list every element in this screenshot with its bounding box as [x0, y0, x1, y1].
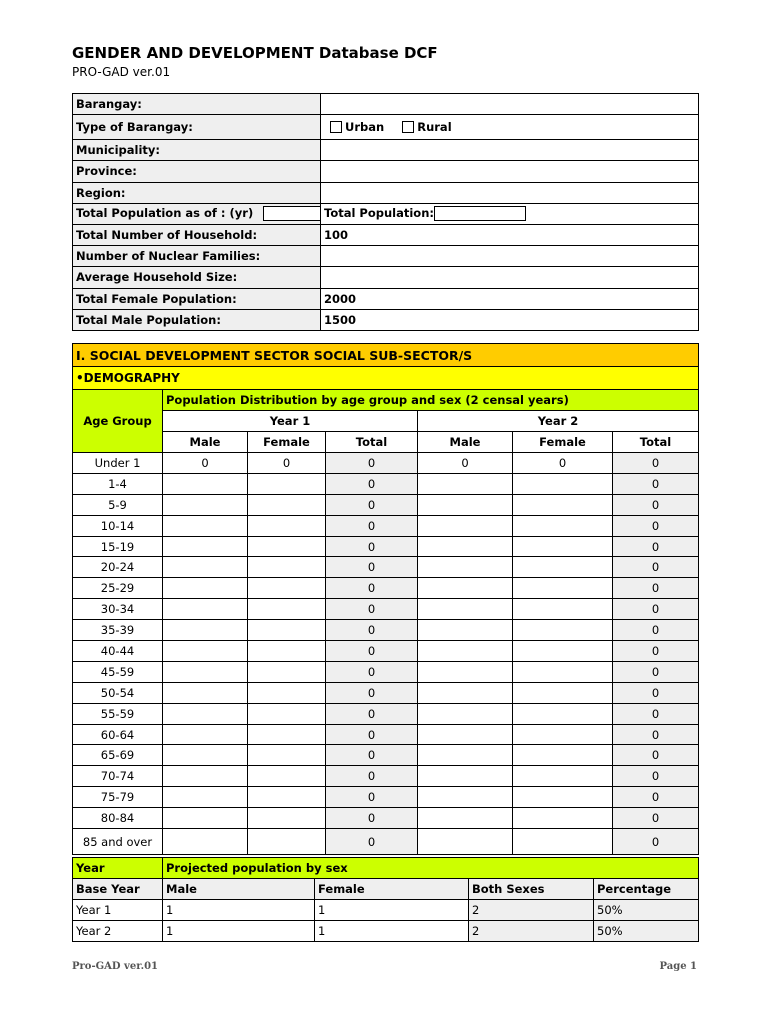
proj-female-header: Female [315, 879, 469, 900]
year1-header: Year 1 [163, 411, 418, 432]
y1-female-cell[interactable] [248, 578, 326, 599]
municipality-field[interactable] [321, 140, 699, 161]
y2-female-cell[interactable] [513, 766, 613, 787]
y2-total-cell: 0 [613, 787, 699, 808]
y1-female-cell[interactable] [248, 808, 326, 829]
proj-year-cell: Year 2 [73, 921, 163, 942]
y2-male-cell[interactable] [418, 620, 513, 641]
y2-male-cell[interactable] [418, 536, 513, 557]
age-group-cell: 50-54 [73, 682, 163, 703]
y1-male-cell[interactable] [163, 473, 248, 494]
table-row [73, 829, 699, 855]
y1-female-cell[interactable] [248, 641, 326, 662]
y2-male-cell[interactable] [418, 829, 513, 855]
rural-checkbox[interactable] [402, 121, 414, 133]
population-year-input[interactable] [263, 206, 320, 221]
y1-female-cell[interactable] [248, 557, 326, 578]
y2-female-cell[interactable] [513, 620, 613, 641]
y2-male-cell[interactable] [418, 473, 513, 494]
y1-total-cell: 0 [326, 682, 418, 703]
proj-pct-header: Percentage [594, 879, 699, 900]
y2-female-cell[interactable]: 0 [513, 453, 613, 474]
table-row [73, 766, 699, 787]
y1-female-cell[interactable] [248, 536, 326, 557]
age-group-cell: 65-69 [73, 745, 163, 766]
table-row [73, 557, 699, 578]
y1-male-cell[interactable]: 0 [163, 453, 248, 474]
document-title: GENDER AND DEVELOPMENT Database DCF [72, 44, 438, 62]
table-row [73, 453, 699, 474]
y1-male-cell[interactable] [163, 808, 248, 829]
avg-household-size-field[interactable] [321, 267, 699, 288]
y1-male-cell[interactable] [163, 682, 248, 703]
table-row [73, 921, 699, 942]
type-of-barangay-field [321, 115, 699, 140]
table-row [73, 808, 699, 829]
age-group-cell: 20-24 [73, 557, 163, 578]
y1-male-cell[interactable] [163, 766, 248, 787]
y1-female-cell[interactable] [248, 703, 326, 724]
y2-male-header: Male [418, 432, 513, 453]
y1-female-cell[interactable] [248, 515, 326, 536]
y2-female-cell[interactable] [513, 829, 613, 855]
table-row [73, 703, 699, 724]
y1-male-cell[interactable] [163, 578, 248, 599]
y2-female-cell[interactable] [513, 641, 613, 662]
y2-female-cell[interactable] [513, 557, 613, 578]
y1-male-cell[interactable] [163, 745, 248, 766]
y2-female-cell[interactable] [513, 536, 613, 557]
y1-male-header: Male [163, 432, 248, 453]
age-group-cell: 70-74 [73, 766, 163, 787]
rural-label: Rural [417, 120, 452, 135]
y1-female-cell[interactable] [248, 620, 326, 641]
total-population-asof-cell [73, 203, 321, 224]
households-label: Total Number of Household: [73, 224, 321, 245]
document-subtitle: PRO-GAD ver.01 [72, 65, 171, 79]
y1-total-cell: 0 [326, 536, 418, 557]
male-population-field[interactable]: 1500 [321, 309, 699, 330]
y1-male-cell[interactable] [163, 494, 248, 515]
age-group-cell: 80-84 [73, 808, 163, 829]
y1-male-cell[interactable] [163, 661, 248, 682]
age-group-cell: 85 and over [73, 829, 163, 855]
age-group-cell: 25-29 [73, 578, 163, 599]
y2-female-cell[interactable] [513, 787, 613, 808]
table-row [73, 724, 699, 745]
age-group-cell: 1-4 [73, 473, 163, 494]
y2-female-cell[interactable] [513, 808, 613, 829]
region-label: Region: [73, 182, 321, 203]
municipality-label: Municipality: [73, 140, 321, 161]
table-row [73, 494, 699, 515]
y2-total-cell: 0 [613, 599, 699, 620]
y2-female-cell[interactable] [513, 724, 613, 745]
y2-total-cell: 0 [613, 724, 699, 745]
y2-total-cell: 0 [613, 641, 699, 662]
proj-both-cell: 2 [469, 921, 594, 942]
table-row [73, 599, 699, 620]
y1-male-cell[interactable] [163, 515, 248, 536]
proj-male-cell[interactable]: 1 [163, 921, 315, 942]
table-row [73, 515, 699, 536]
y2-male-cell[interactable] [418, 557, 513, 578]
region-field[interactable] [321, 182, 699, 203]
y1-male-cell[interactable] [163, 829, 248, 855]
y1-female-cell[interactable] [248, 682, 326, 703]
y1-total-cell: 0 [326, 473, 418, 494]
table-row [73, 536, 699, 557]
footer-version: Pro-GAD ver.01 [72, 961, 158, 972]
y2-female-cell[interactable] [513, 703, 613, 724]
y1-male-cell[interactable] [163, 724, 248, 745]
y1-total-cell: 0 [326, 745, 418, 766]
projection-year-header: Year [73, 858, 163, 879]
y2-total-cell: 0 [613, 473, 699, 494]
y1-total-cell: 0 [326, 703, 418, 724]
type-of-barangay-label: Type of Barangay: [73, 115, 321, 140]
table-row [73, 787, 699, 808]
age-group-cell: 45-59 [73, 661, 163, 682]
urban-checkbox[interactable] [330, 121, 342, 133]
table-row [73, 641, 699, 662]
table-row [73, 473, 699, 494]
demography-heading: •DEMOGRAPHY [73, 367, 699, 390]
y1-total-cell: 0 [326, 557, 418, 578]
projection-table [72, 857, 699, 942]
table-row [73, 661, 699, 682]
y2-male-cell[interactable] [418, 745, 513, 766]
female-population-label: Total Female Population: [73, 288, 321, 309]
y1-male-cell[interactable] [163, 703, 248, 724]
table-row [73, 900, 699, 921]
proj-pct-cell: 50% [594, 921, 699, 942]
avg-household-size-label: Average Household Size: [73, 267, 321, 288]
urban-option[interactable] [330, 120, 384, 134]
y1-total-cell: 0 [326, 599, 418, 620]
y2-male-cell[interactable] [418, 515, 513, 536]
rural-option[interactable] [402, 120, 451, 134]
y2-total-cell: 0 [613, 536, 699, 557]
y1-total-cell: 0 [326, 494, 418, 515]
y1-male-cell[interactable] [163, 536, 248, 557]
y2-total-header: Total [613, 432, 699, 453]
barangay-label: Barangay: [73, 94, 321, 115]
table-row [73, 620, 699, 641]
total-population-cell [321, 203, 699, 224]
proj-male-header: Male [163, 879, 315, 900]
year2-header: Year 2 [418, 411, 699, 432]
age-group-cell: 10-14 [73, 515, 163, 536]
barangay-info-table [72, 93, 699, 331]
total-population-asof-label: Total Population as of : (yr) [76, 206, 254, 221]
y2-total-cell: 0 [613, 745, 699, 766]
y1-total-cell: 0 [326, 515, 418, 536]
y2-total-cell: 0 [613, 829, 699, 855]
y1-total-cell: 0 [326, 661, 418, 682]
urban-label: Urban [345, 120, 385, 135]
y1-male-cell[interactable] [163, 557, 248, 578]
demography-table [72, 343, 699, 855]
y2-male-cell[interactable] [418, 494, 513, 515]
y1-female-cell[interactable] [248, 494, 326, 515]
y1-male-cell[interactable] [163, 787, 248, 808]
y2-male-cell[interactable] [418, 787, 513, 808]
age-group-header: Age Group [73, 390, 163, 453]
age-group-cell: 30-34 [73, 599, 163, 620]
province-field[interactable] [321, 161, 699, 182]
y1-male-cell[interactable] [163, 641, 248, 662]
y2-female-cell[interactable] [513, 745, 613, 766]
barangay-field[interactable] [321, 94, 699, 115]
y1-female-cell[interactable] [248, 787, 326, 808]
y1-total-cell: 0 [326, 787, 418, 808]
distribution-title: Population Distribution by age group and sex (2 censal years) [163, 390, 699, 411]
y1-total-cell: 0 [326, 453, 418, 474]
y1-female-cell[interactable] [248, 599, 326, 620]
y2-total-cell: 0 [613, 557, 699, 578]
y2-male-cell[interactable] [418, 724, 513, 745]
y1-female-header: Female [248, 432, 326, 453]
y2-female-cell[interactable] [513, 682, 613, 703]
age-group-cell: 40-44 [73, 641, 163, 662]
y2-male-cell[interactable] [418, 808, 513, 829]
age-group-cell: 5-9 [73, 494, 163, 515]
y1-total-cell: 0 [326, 620, 418, 641]
age-group-cell: 35-39 [73, 620, 163, 641]
y2-female-cell[interactable] [513, 515, 613, 536]
y1-total-cell: 0 [326, 808, 418, 829]
y1-total-cell: 0 [326, 578, 418, 599]
sector-title: I. SOCIAL DEVELOPMENT SECTOR SOCIAL SUB-SECTOR/S [73, 344, 699, 367]
y2-female-header: Female [513, 432, 613, 453]
proj-female-cell[interactable]: 1 [315, 900, 469, 921]
y2-total-cell: 0 [613, 453, 699, 474]
proj-year-cell: Year 1 [73, 900, 163, 921]
y2-male-cell[interactable] [418, 599, 513, 620]
y1-female-cell[interactable]: 0 [248, 453, 326, 474]
y1-female-cell[interactable] [248, 829, 326, 855]
total-population-label: Total Population: [324, 206, 434, 221]
y1-total-header: Total [326, 432, 418, 453]
proj-male-cell[interactable]: 1 [163, 900, 315, 921]
province-label: Province: [73, 161, 321, 182]
male-population-label: Total Male Population: [73, 309, 321, 330]
total-population-input[interactable] [434, 206, 526, 221]
y2-male-cell[interactable] [418, 641, 513, 662]
y1-male-cell[interactable] [163, 599, 248, 620]
y2-female-cell[interactable] [513, 661, 613, 682]
y2-male-cell[interactable] [418, 661, 513, 682]
y2-total-cell: 0 [613, 620, 699, 641]
y2-total-cell: 0 [613, 808, 699, 829]
table-row [73, 578, 699, 599]
y1-female-cell[interactable] [248, 745, 326, 766]
proj-both-cell: 2 [469, 900, 594, 921]
y2-total-cell: 0 [613, 661, 699, 682]
age-group-cell: 75-79 [73, 787, 163, 808]
age-group-cell: Under 1 [73, 453, 163, 474]
age-group-cell: 60-64 [73, 724, 163, 745]
female-population-field[interactable]: 2000 [321, 288, 699, 309]
y1-total-cell: 0 [326, 641, 418, 662]
y1-female-cell[interactable] [248, 661, 326, 682]
y1-female-cell[interactable] [248, 766, 326, 787]
age-group-cell: 55-59 [73, 703, 163, 724]
nuclear-families-label: Number of Nuclear Families: [73, 246, 321, 267]
y1-total-cell: 0 [326, 724, 418, 745]
y1-male-cell[interactable] [163, 620, 248, 641]
table-row [73, 745, 699, 766]
y2-total-cell: 0 [613, 703, 699, 724]
y2-male-cell[interactable] [418, 578, 513, 599]
y2-male-cell[interactable]: 0 [418, 453, 513, 474]
y1-total-cell: 0 [326, 766, 418, 787]
y2-total-cell: 0 [613, 766, 699, 787]
y2-total-cell: 0 [613, 494, 699, 515]
y2-total-cell: 0 [613, 682, 699, 703]
y2-male-cell[interactable] [418, 766, 513, 787]
y2-total-cell: 0 [613, 515, 699, 536]
proj-pct-cell: 50% [594, 900, 699, 921]
y2-female-cell[interactable] [513, 578, 613, 599]
y2-female-cell[interactable] [513, 599, 613, 620]
y1-female-cell[interactable] [248, 473, 326, 494]
proj-both-header: Both Sexes [469, 879, 594, 900]
proj-female-cell[interactable]: 1 [315, 921, 469, 942]
age-group-cell: 15-19 [73, 536, 163, 557]
y1-total-cell: 0 [326, 829, 418, 855]
base-year-header: Base Year [73, 879, 163, 900]
y2-male-cell[interactable] [418, 682, 513, 703]
households-field[interactable]: 100 [321, 224, 699, 245]
y1-female-cell[interactable] [248, 724, 326, 745]
nuclear-families-field[interactable] [321, 246, 699, 267]
y2-female-cell[interactable] [513, 473, 613, 494]
projection-title: Projected population by sex [163, 858, 699, 879]
footer-page-number: Page 1 [659, 961, 697, 972]
y2-male-cell[interactable] [418, 703, 513, 724]
y2-female-cell[interactable] [513, 494, 613, 515]
table-row [73, 682, 699, 703]
y2-total-cell: 0 [613, 578, 699, 599]
